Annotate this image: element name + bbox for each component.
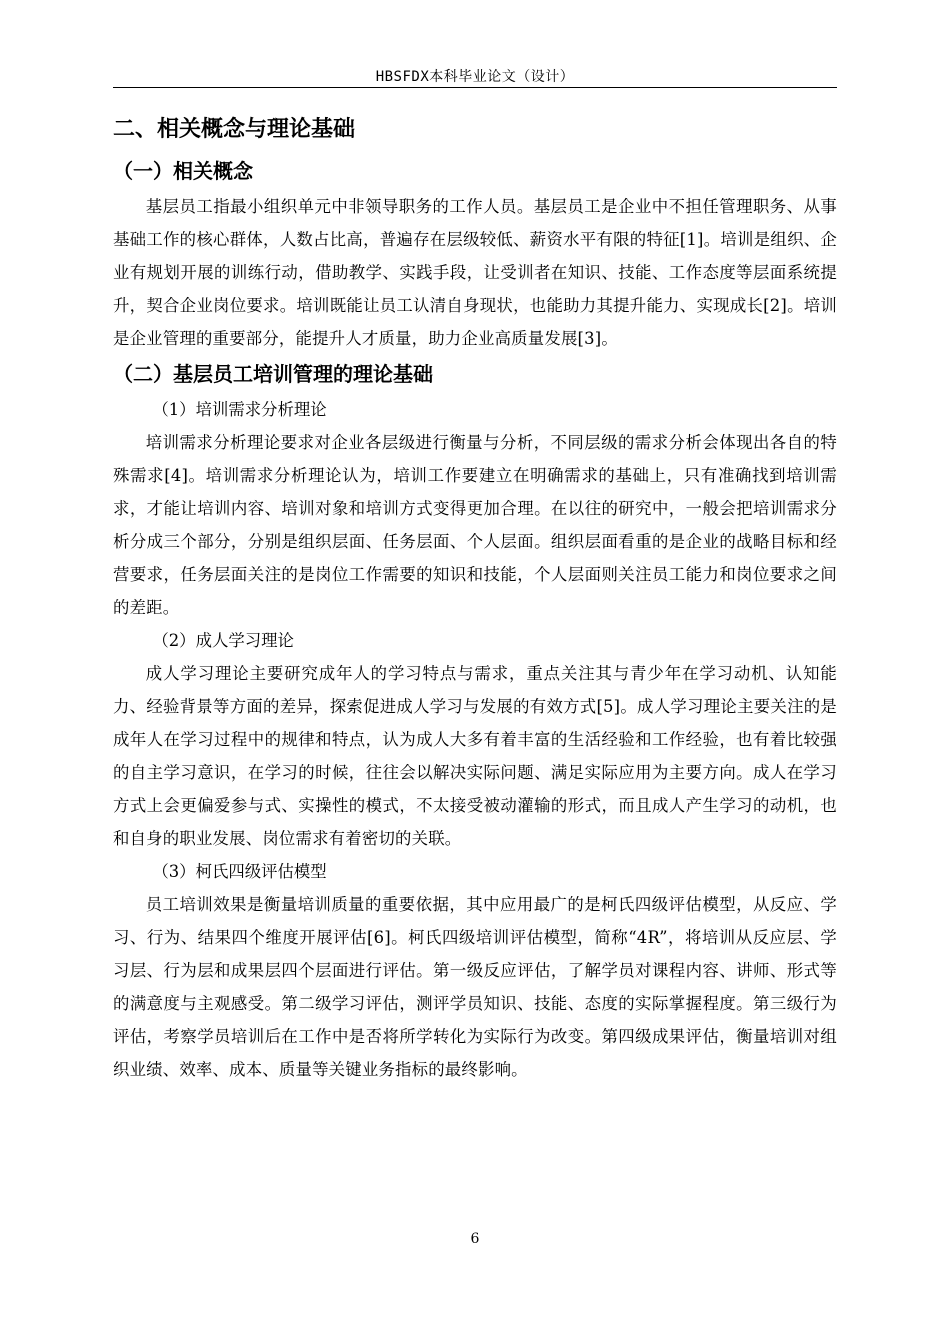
page-number: 6 xyxy=(470,1231,480,1247)
section-title: 二、相关概念与理论基础 xyxy=(113,117,356,142)
page-header: HBSFDX本科毕业论文（设计） xyxy=(375,69,575,85)
paragraph-needs-analysis: 培训需求分析理论要求对企业各层级进行衡量与分析，不同层级的需求分析会体现出各自的特殊需求[4]。培训需求分析理论认为，培训工作要建立在明确需求的基础上，只有准确找到培训需求，才能让培训内容、培训对象和培训方式变得更加合理。在以往的研究中，一般会把培训需求分析分成三个部分，分别是组织层面、任务层面、个人层面。组织层面看重的是企业的战略目标和经营要求，任务层面关注的是岗位工作需要的知识和技能，个人层面则关注员工能力和岗位要求之间的差距。 xyxy=(113,433,837,617)
header-rule xyxy=(113,87,837,88)
subsection-title-concepts: （一）相关概念 xyxy=(113,159,253,183)
paragraph-adult-learning: 成人学习理论主要研究成年人的学习特点与需求，重点关注其与青少年在学习动机、认知能力、经验背景等方面的差异，探索促进成人学习与发展的有效方式[5]。成人学习理论主要关注的是成年人在学习过程中的规律和特点，认为成人大多有着丰富的生活经验和工作经验，也有着比较强的自主学习意识，在学习的时候，往往会以解决实际问题、满足实际应用为主要方向。成人在学习方式上会更偏爱参与式、实操性的模式，不太接受被动灌输的形式，而且成人产生学习的动机，也和自身的职业发展、岗位需求有着密切的关联。 xyxy=(113,664,837,848)
page-body xyxy=(113,108,837,1086)
subsection-title-theory: （二）基层员工培训管理的理论基础 xyxy=(113,362,433,386)
theory-heading-adult-learning: （2）成人学习理论 xyxy=(152,631,294,650)
theory-heading-kirkpatrick: （3）柯氏四级评估模型 xyxy=(152,862,327,881)
theory-heading-needs-analysis: （1）培训需求分析理论 xyxy=(152,400,327,419)
paragraph-kirkpatrick: 员工培训效果是衡量培训质量的重要依据，其中应用最广的是柯氏四级评估模型，从反应、学习、行为、结果四个维度开展评估[6]。柯氏四级培训评估模型，简称“4R”，将培训从反应层、学习层、行为层和成果层四个层面进行评估。第一级反应评估，了解学员对课程内容、讲师、形式等的满意度与主观感受。第二级学习评估，测评学员知识、技能、态度的实际掌握程度。第三级行为评估，考察学员培训后在工作中是否将所学转化为实际行为改变。第四级成果评估，衡量培训对组织业绩、效率、成本、质量等关键业务指标的最终影响。 xyxy=(113,895,837,1079)
paragraph-concepts: 基层员工指最小组织单元中非领导职务的工作人员。基层员工是企业中不担任管理职务、从事基础工作的核心群体，人数占比高，普遍存在层级较低、薪资水平有限的特征[1]。培训是组织、企业有规划开展的训练行动，借助教学、实践手段，让受训者在知识、技能、工作态度等层面系统提升，契合企业岗位要求。培训既能让员工认清自身现状，也能助力其提升能力、实现成长[2]。培训是企业管理的重要部分，能提升人才质量，助力企业高质量发展[3]。 xyxy=(113,197,837,348)
